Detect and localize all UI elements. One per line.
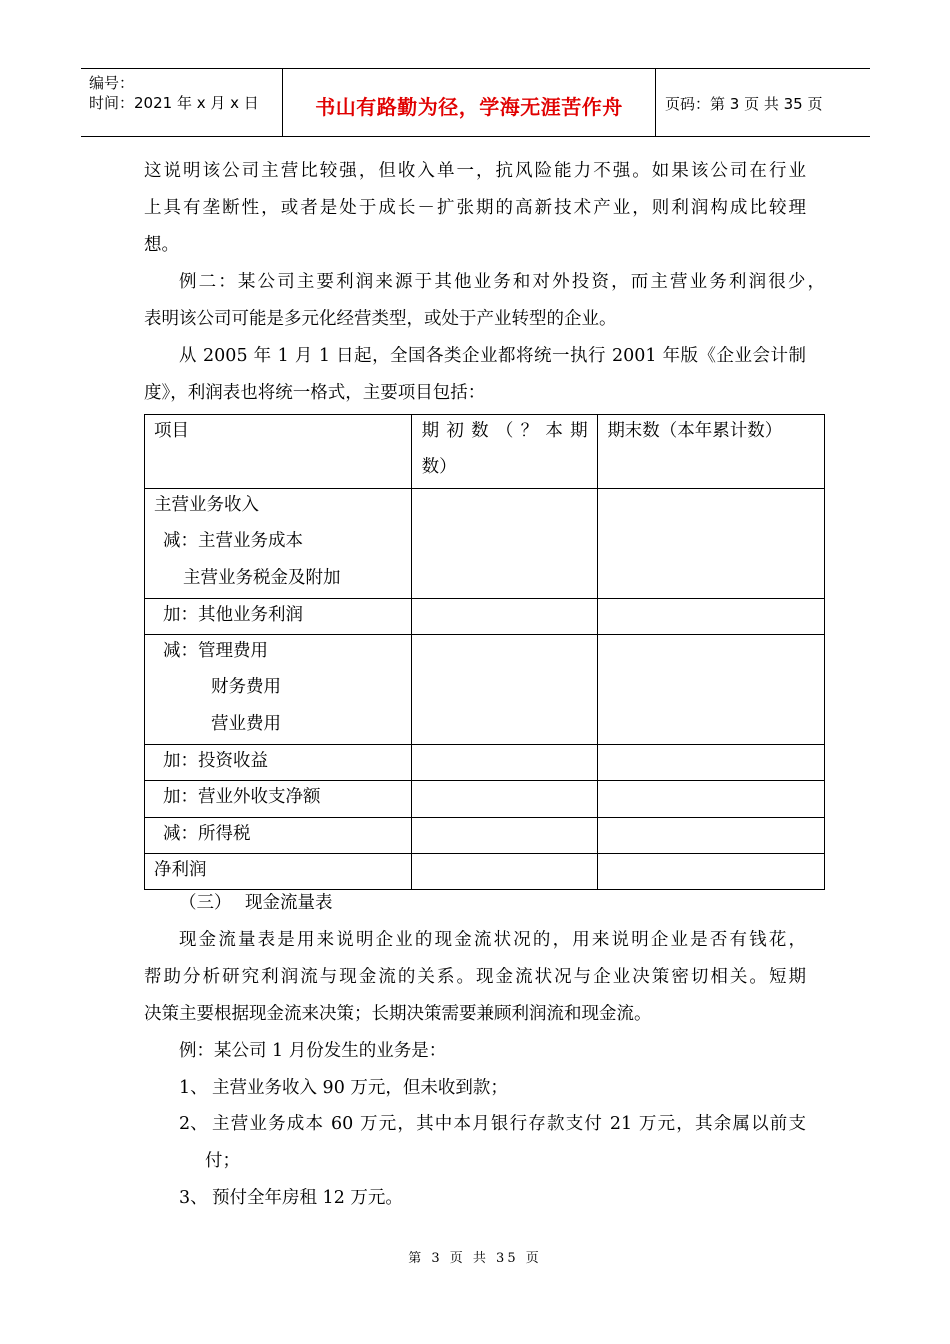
- table-cell: [145, 599, 412, 635]
- header-page-cell: [656, 69, 870, 136]
- date-label: 时间：2021 年 x 月 x 日: [89, 94, 259, 112]
- list-item-text: 预付全年房租 12 万元。: [212, 1188, 403, 1208]
- table-cell: [598, 818, 825, 854]
- list-item-text: 主营业务收入 90 万元，但未收到款；: [212, 1078, 508, 1098]
- table-cell: [145, 854, 412, 890]
- paragraph-line: 例二：某公司主要利润来源于其他业务和对外投资，而主营业务利润很少，: [179, 272, 825, 292]
- row-label: 加：投资收益: [163, 751, 268, 771]
- paragraph-line: 决策主要根据现金流来决策；长期决策需要兼顾利润流和现金流。: [144, 1004, 652, 1024]
- table-cell: [411, 489, 598, 599]
- table-row: [145, 781, 825, 818]
- table-cell: [145, 781, 412, 818]
- header-opening-label-cont: 数）: [421, 457, 457, 477]
- header-cell-opening: [411, 415, 598, 489]
- list-item-text-cont: 付；: [205, 1151, 240, 1171]
- row-label: 净利润: [154, 860, 207, 880]
- table-cell: [411, 745, 598, 781]
- table-cell: [411, 599, 598, 635]
- table-cell: [411, 854, 598, 890]
- row-label: 财务费用: [211, 677, 281, 697]
- header-closing-label: 期末数（本年累计数）: [607, 421, 783, 441]
- row-label: 加：其他业务利润: [163, 605, 303, 625]
- paragraph-line: 上具有垄断性，或者是处于成长－扩张期的高新技术产业，则利润构成比较理: [144, 198, 806, 218]
- row-label: 减：主营业务成本: [163, 531, 303, 551]
- row-label: 减：管理费用: [163, 641, 268, 661]
- list-item-number: 3、: [179, 1188, 208, 1208]
- header-cell-closing: [598, 415, 825, 489]
- table-cell: [411, 781, 598, 818]
- list-item-number: 2、: [179, 1114, 208, 1134]
- table-row: [145, 489, 825, 599]
- paragraph-line: 表明该公司可能是多元化经营类型，或处于产业转型的企业。: [144, 309, 617, 329]
- table-cell: [598, 599, 825, 635]
- list-item-text: 主营业务成本 60 万元，其中本月银行存款支付 21 万元，其余属以前支: [212, 1114, 806, 1134]
- row-label: 营业费用: [211, 714, 281, 734]
- paragraph-line: 这说明该公司主营比较强，但收入单一，抗风险能力不强。如果该公司在行业: [144, 161, 806, 181]
- table-cell: [598, 854, 825, 890]
- table-cell: [598, 745, 825, 781]
- table-cell: [145, 635, 412, 745]
- header-cell-item: [145, 415, 412, 489]
- page-header: [81, 68, 870, 137]
- section-heading-title: 现金流量表: [245, 893, 333, 913]
- page-info: 页码：第 3 页 共 35 页: [665, 95, 823, 113]
- table-header-row: [145, 415, 825, 489]
- row-label: 减：所得税: [163, 824, 251, 844]
- table-row: [145, 818, 825, 854]
- table-row: [145, 745, 825, 781]
- table-cell: [145, 818, 412, 854]
- page-footer: 第 3 页 共 35 页: [408, 1251, 542, 1266]
- header-meta: [81, 69, 283, 136]
- table-cell: [145, 745, 412, 781]
- table-cell: [411, 635, 598, 745]
- table-cell: [145, 489, 412, 599]
- table-cell: [411, 818, 598, 854]
- header-item-label: 项目: [154, 421, 189, 441]
- row-label: 主营业务收入: [154, 495, 259, 515]
- row-label: 主营业务税金及附加: [183, 568, 341, 588]
- table-cell: [598, 489, 825, 599]
- header-opening-label: 期 初 数 （ ？ 本 期: [421, 421, 588, 441]
- paragraph-line: 帮助分析研究利润流与现金流的关系。现金流状况与企业决策密切相关。短期: [144, 967, 806, 987]
- list-item-number: 1、: [179, 1078, 208, 1098]
- number-label: 编号：: [89, 74, 135, 92]
- income-statement-table: [144, 414, 825, 890]
- table-cell: [598, 635, 825, 745]
- paragraph-line: 想。: [144, 235, 179, 255]
- table-cell: [598, 781, 825, 818]
- motto: 书山有路勤为径，学海无涯苦作舟: [315, 95, 623, 119]
- row-label: 加：营业外收支净额: [163, 787, 321, 807]
- header-motto-cell: [283, 69, 656, 136]
- example-line: 例：某公司 1 月份发生的业务是：: [179, 1041, 447, 1061]
- paragraph-line: 从 2005 年 1 月 1 日起，全国各类企业都将统一执行 2001 年版《企业会计制: [179, 346, 806, 366]
- table-row: [145, 635, 825, 745]
- section-heading-number: （三）: [179, 893, 232, 913]
- paragraph-line: 现金流量表是用来说明企业的现金流状况的，用来说明企业是否有钱花，: [179, 930, 806, 950]
- table-row: [145, 599, 825, 635]
- paragraph-line: 度》，利润表也将统一格式，主要项目包括：: [144, 383, 486, 403]
- table-row: [145, 854, 825, 890]
